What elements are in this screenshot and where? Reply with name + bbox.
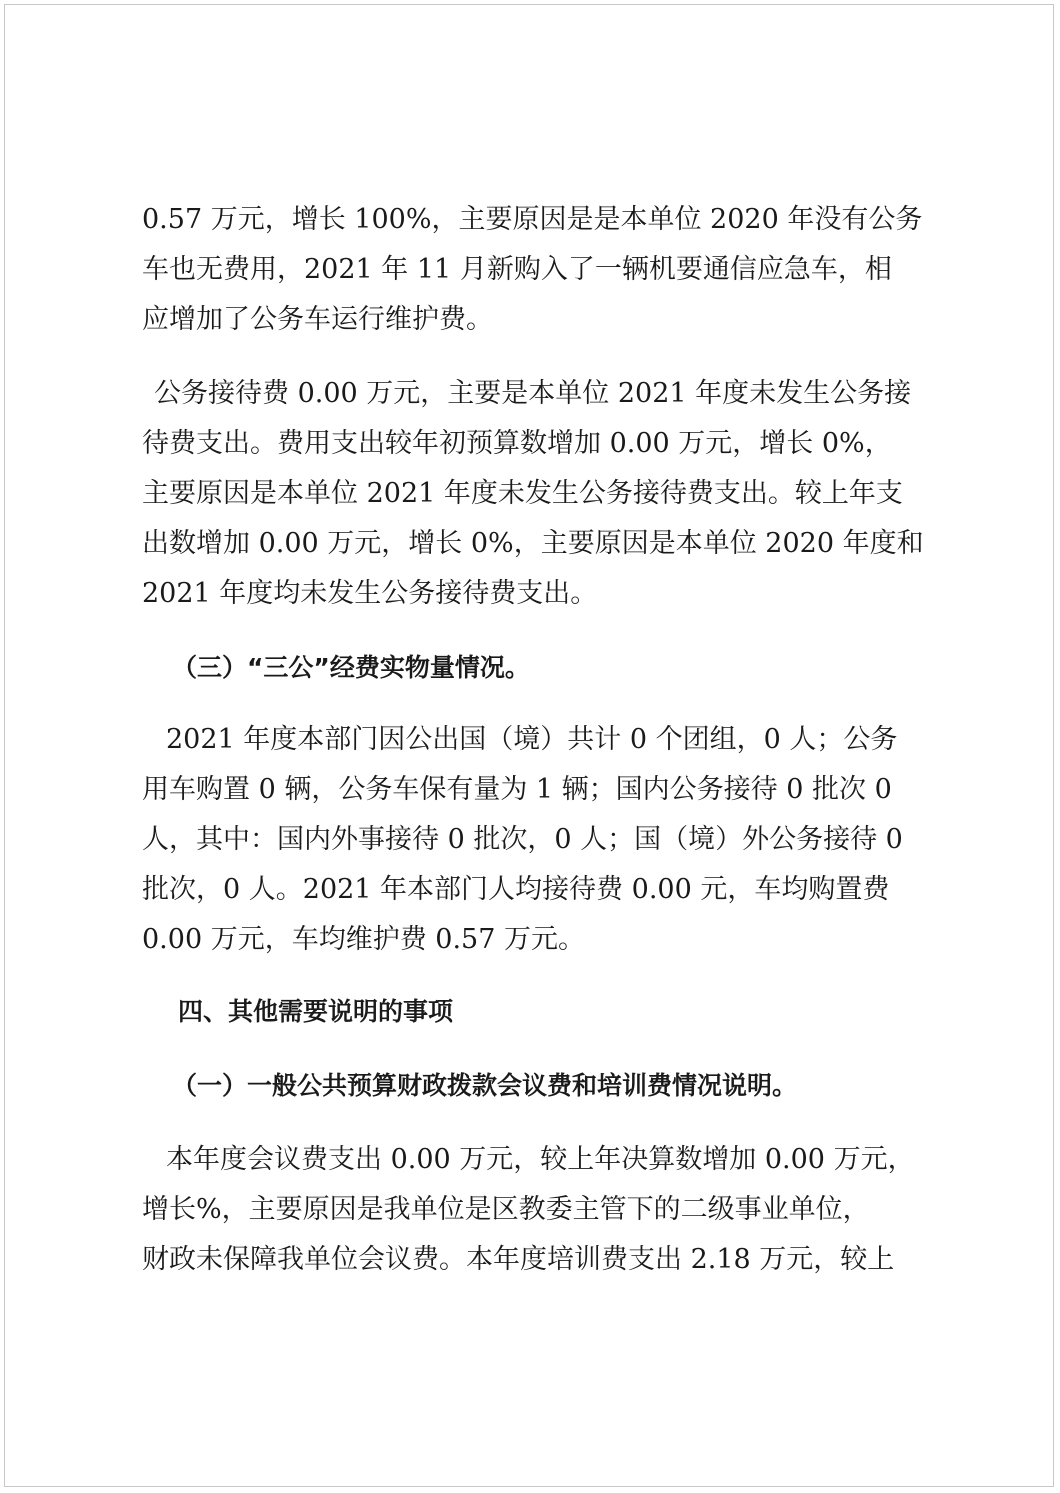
paragraph-line: 增长%，主要原因是我单位是区教委主管下的二级事业单位， [142, 1194, 870, 1225]
section-heading: 四、其他需要说明的事项 [178, 997, 454, 1026]
paragraph-line: 批次，0 人。2021 年本部门人均接待费 0.00 元，车均购置费 [142, 874, 890, 905]
paragraph-line: 用车购置 0 辆，公务车保有量为 1 辆；国内公务接待 0 批次 0 [142, 774, 892, 805]
paragraph-line: 待费支出。费用支出较年初预算数增加 0.00 万元，增长 0%， [142, 428, 892, 459]
paragraph-line: 2021 年度均未发生公务接待费支出。 [142, 578, 598, 609]
paragraph-line: 0.57 万元，增长 100%，主要原因是是本单位 2020 年没有公务 [142, 204, 923, 235]
section-heading: （三）“三公”经费实物量情况。 [172, 653, 530, 682]
paragraph-line: 公务接待费 0.00 万元，主要是本单位 2021 年度未发生公务接 [154, 378, 912, 409]
paragraph-line: 应增加了公务车运行维护费。 [142, 304, 493, 335]
paragraph-line: 财政未保障我单位会议费。本年度培训费支出 2.18 万元，较上 [142, 1244, 895, 1275]
paragraph-line: 本年度会议费支出 0.00 万元，较上年决算数增加 0.00 万元， [166, 1144, 915, 1175]
paragraph-line: 2021 年度本部门因公出国（境）共计 0 个团组，0 人；公务 [166, 724, 898, 755]
paragraph-line: 人，其中：国内外事接待 0 批次，0 人；国（境）外公务接待 0 [142, 824, 903, 855]
paragraph-line: 0.00 万元，车均维护费 0.57 万元。 [142, 924, 585, 955]
paragraph-line: 主要原因是本单位 2021 年度未发生公务接待费支出。较上年支 [142, 478, 903, 509]
subsection-heading: （一）一般公共预算财政拨款会议费和培训费情况说明。 [172, 1071, 798, 1100]
paragraph-line: 车也无费用，2021 年 11 月新购入了一辆机要通信应急车，相 [142, 254, 892, 285]
paragraph-line: 出数增加 0.00 万元，增长 0%，主要原因是本单位 2020 年度和 [142, 528, 924, 559]
